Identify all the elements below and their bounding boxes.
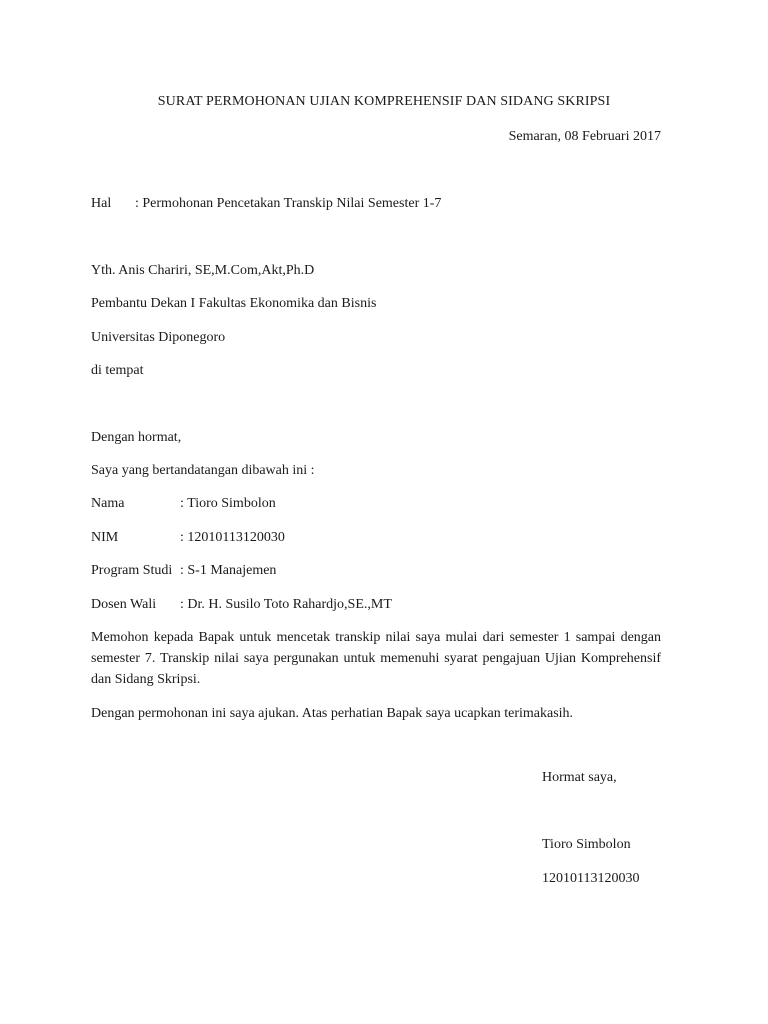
greeting: Dengan hormat,: [91, 430, 182, 445]
field-label-dosen-wali: Dosen Wali: [91, 597, 157, 612]
field-label-program-studi: Program Studi: [91, 563, 173, 578]
body-paragraph: Memohon kepada Bapak untuk mencetak transkip nilai saya mulai dari semester 1 sampai dengan semester 7. Transkip nilai saya pergunakan untuk memenuhi syarat pengajuan Ujian Komprehensif dan Sidang Skripsi.: [91, 630, 661, 687]
signature-nim: 12010113120030: [542, 871, 640, 886]
letter-title: SURAT PERMOHONAN UJIAN KOMPREHENSIF DAN SIDANG SKRIPSI: [157, 94, 611, 109]
subject-value: : Permohonan Pencetakan Transkip Nilai Semester 1-7: [135, 196, 442, 211]
signature-closing: Hormat saya,: [542, 770, 617, 785]
recipient-name: Yth. Anis Chariri, SE,M.Com,Akt,Ph.D: [91, 263, 315, 278]
recipient-position: Pembantu Dekan I Fakultas Ekonomika dan Bisnis: [91, 296, 377, 311]
field-value-nim: : 12010113120030: [180, 530, 285, 545]
field-value-program-studi: : S-1 Manajemen: [180, 563, 277, 578]
field-label-nama: Nama: [91, 496, 125, 511]
field-label-nim: NIM: [91, 530, 119, 545]
recipient-location: di tempat: [91, 363, 144, 378]
intro-text: Saya yang bertandatangan dibawah ini :: [91, 463, 315, 478]
closing-paragraph: Dengan permohonan ini saya ajukan. Atas perhatian Bapak saya ucapkan terimakasih.: [91, 706, 574, 721]
recipient-institution: Universitas Diponegoro: [91, 330, 226, 345]
subject-label: Hal: [91, 196, 112, 211]
field-value-dosen-wali: : Dr. H. Susilo Toto Rahardjo,SE.,MT: [180, 597, 392, 612]
field-value-nama: : Tioro Simbolon: [180, 496, 276, 511]
signature-name: Tioro Simbolon: [542, 837, 631, 852]
place-date: Semaran, 08 Februari 2017: [508, 129, 661, 144]
